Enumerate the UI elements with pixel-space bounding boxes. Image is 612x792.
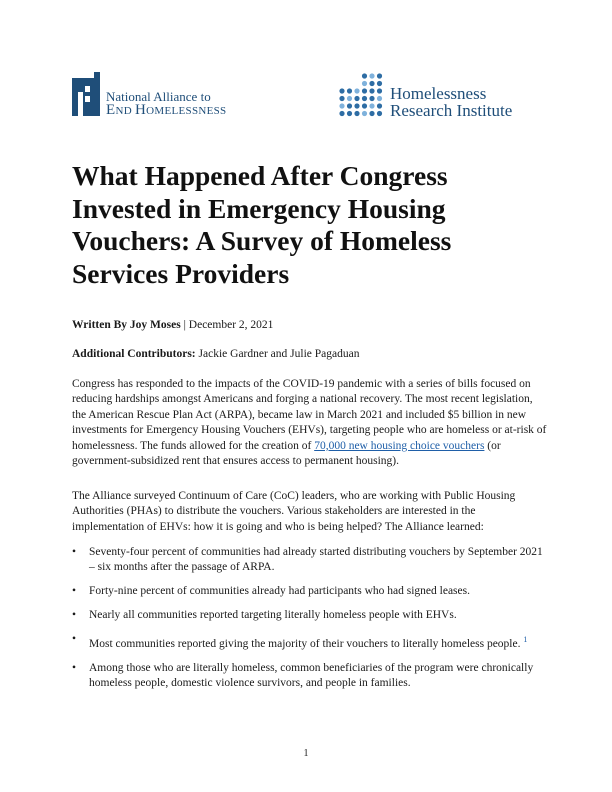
nae-logo-line1: National Alliance to (106, 89, 211, 104)
hri-logo-line1: Homelessness (390, 84, 487, 103)
list-item: • Nearly all communities reported targeting literally homeless people with EHVs. (72, 608, 548, 623)
survey-paragraph: The Alliance surveyed Continuum of Care (CoC) leaders, who are working with Public Housing Authorities (PHAs) to distribute the vouchers. Various stakeholders are interested in the implementation of EHVs: how it is going and who is being helped? The Alliance learned: (72, 490, 516, 533)
dot-grid-icon (338, 72, 384, 118)
contributors-label: Additional Contributors: (72, 348, 196, 360)
list-item: • Among those who are literally homeless, common beneficiaries of the program were chronically homeless people, domestic violence survivors, and people in families. (72, 661, 534, 690)
hri-logo[interactable] (338, 72, 548, 120)
publish-date: December 2, 2021 (188, 319, 274, 331)
bullet-icon: • (72, 661, 77, 674)
hri-logo-line2: Research Institute (390, 101, 513, 120)
contributors (72, 348, 359, 360)
author: Written By Joy Moses (72, 319, 181, 331)
list-item: • Seventy-four percent of communities had already started distributing vouchers by September 2021 – six months after the passage of ARPA. (72, 546, 543, 574)
list-item: • Forty-nine percent of communities already had participants who had signed leases. (72, 584, 548, 599)
nae-logo[interactable] (72, 72, 272, 120)
bullet-icon: • (72, 546, 77, 558)
house-icon (72, 72, 100, 116)
bullet-icon: • (72, 633, 77, 646)
bullet-icon: • (72, 585, 77, 598)
contributors-names: Jackie Gardner and Julie Pagaduan (195, 348, 360, 360)
bullet-icon: • (72, 609, 77, 622)
findings-list (72, 545, 548, 700)
list-item: • Most communities reported giving the majority of their vouchers to literally homeless people. $^1$ (72, 633, 528, 650)
nae-logo-line2: END HOMELESSNESS (106, 102, 227, 118)
intro-paragraph: Congress has responded to the impacts of the COVID-19 pandemic with a series of bills focused on reducing hardships amongst Americans and forging a national recovery. The most recent legislation, the American Rescue Plan Act (ARPA), became law in March 2021 and included $5 billion in new investments for Emergency Housing Vouchers (EHVs), targeting people who are homeless or at-risk of homelessness. The funds allowed for the creation of 70,000 new housing choice vouchers (or government-subsidized rent that ensures access to permanent housing). (72, 378, 547, 468)
byline: Written By Joy Moses | December 2, 2021 (72, 319, 274, 331)
page-number: 1 (303, 748, 309, 759)
footnote-link[interactable]: 1 (523, 635, 528, 645)
vouchers-link[interactable]: 70,000 new housing choice vouchers (314, 439, 485, 452)
page-title: What Happened After Congress Invested in Emergency Housing Vouchers: A Survey of Homeless Services Providers (72, 160, 452, 289)
